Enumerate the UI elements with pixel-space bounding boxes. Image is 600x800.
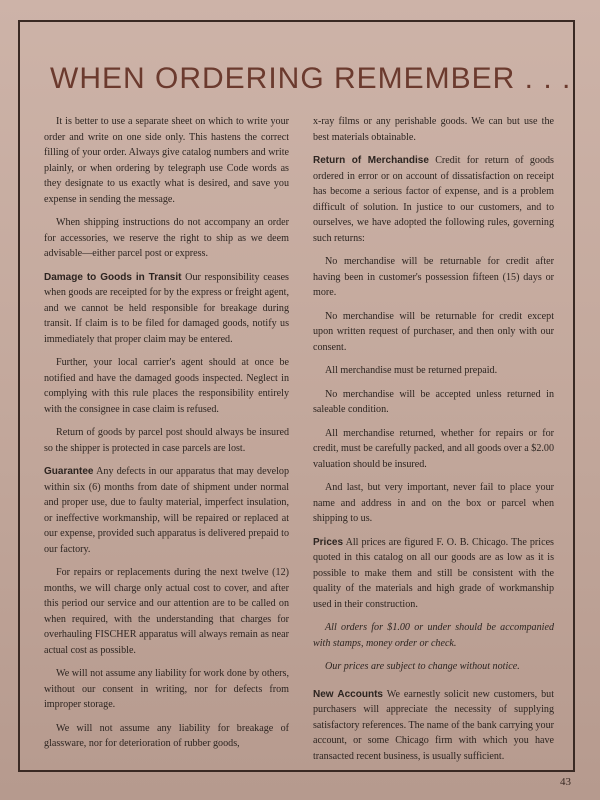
damage-heading: Damage to Goods in Transit (44, 271, 182, 283)
prices-section (313, 535, 554, 613)
damage-body: Our responsibility ceases when goods are receipted for by the express or freight agent, and we cannot be held responsible for breakage during transit. If claim is to be filed for damaged goods, notify us immediately that proper claim may be entered. (44, 271, 289, 345)
return-rule-6: And last, but very important, never fail to place your name and address in and on the box or parcel when shipping to us. (313, 482, 554, 524)
shipping-instructions-paragraph: When shipping instructions do not accompany an order for accessories, we reserve the right to ship as we deem advisable—either parcel post or express. (44, 217, 289, 259)
return-heading: Return of Merchandise (313, 155, 429, 166)
guarantee-heading: Guarantee (44, 466, 94, 477)
accounts-body: We earnestly solicit new customers, but purchasers will appreciate the necessity of supplying satisfactory references. The name of the bank carrying your account, or some Chicago firm with which you have transacted recent business, is usually sufficient. (313, 688, 555, 762)
return-rule-2: No merchandise will be returnable for credit except upon written request of purchaser, and then only with our consent. (313, 310, 554, 353)
prices-note-orders: All orders for $1.00 or under should be accompanied with stamps, money order or check. (313, 622, 554, 649)
prices-heading: Prices (313, 536, 344, 548)
liability-work-paragraph: We will not assume any liability for work done by others, without our consent in writing, nor for defects from improper storage. (44, 668, 289, 710)
return-rule-1: No merchandise will be returnable for credit after having been in customer's possession fifteen (15) days or more. (313, 256, 554, 298)
prices-note-change: Our prices are subject to change without notice. (325, 661, 520, 672)
parcel-post-paragraph: Return of goods by parcel post should always be insured so the shipper is protected in case parcels are lost. (44, 427, 289, 454)
return-body: Credit for return of goods ordered in error or on account of dissatisfaction on receipt has become a serious factor of expense, and is a problem difficult of solution. In justice to our customers, and to ourselves, we have adopted the following rules, governing such returns: (313, 155, 554, 244)
return-section (313, 153, 554, 246)
repairs-paragraph: For repairs or replacements during the next twelve (12) months, we will charge only actual cost to cover, and after this period our service and our attention are to be called on when required, with the understanding that charges for overhauling FISCHER apparatus will always remain as near actual cost as possible. (44, 567, 289, 656)
guarantee-body: Any defects in our apparatus that may develop within six (6) months from date of shipment under normal and proper use, due to faulty material, imperfect insulation, or ineffective workmanship, will be repaired or replaced at our expense, provided such apparatus is delivered prepaid to our factory. (44, 466, 289, 555)
return-rule-3: All merchandise must be returned prepaid. (325, 365, 498, 376)
liability-breakage-paragraph: We will not assume any liability for breakage of glassware, nor for deterioration of rubber goods, (44, 722, 289, 749)
prices-body: All prices are figured F. O. B. Chicago. The prices quoted in this catalog on all our goods are as low as it is possible to make them and still be consistent with the quality of the materials and high grade of workmanship used in their construction. (313, 536, 554, 610)
left-column (44, 114, 289, 760)
order-instructions-paragraph: It is better to use a separate sheet on which to write your order and write on one side only. This hastens the correct filling of your order. Always give catalog numbers and write plainly, or when ordering by telegraph use Code words as they designate to us exactly what is desired, and save you expense in sending the message. (44, 116, 289, 205)
damage-section (44, 270, 289, 348)
return-rule-5: All merchandise returned, whether for repairs or for credit, must be carefully packed, and all goods over a $2.00 valuation should be insured. (313, 427, 554, 470)
right-column (313, 114, 554, 772)
perishable-goods-paragraph: x-ray films or any perishable goods. We can but use the best materials obtainable. (313, 116, 554, 143)
accounts-section (313, 687, 554, 765)
return-rule-4: No merchandise will be accepted unless returned in saleable condition. (313, 388, 554, 415)
page-title: WHEN ORDERING REMEMBER . . . (50, 62, 572, 95)
guarantee-section (44, 464, 289, 557)
accounts-heading: New Accounts (313, 688, 383, 700)
carrier-agent-paragraph: Further, your local carrier's agent should at once be notified and have the damaged goods inspected. Neglect in complying with this rule places the responsibility entirely with the consignee in case claim is refused. (44, 357, 289, 415)
page-number: 43 (560, 776, 571, 788)
